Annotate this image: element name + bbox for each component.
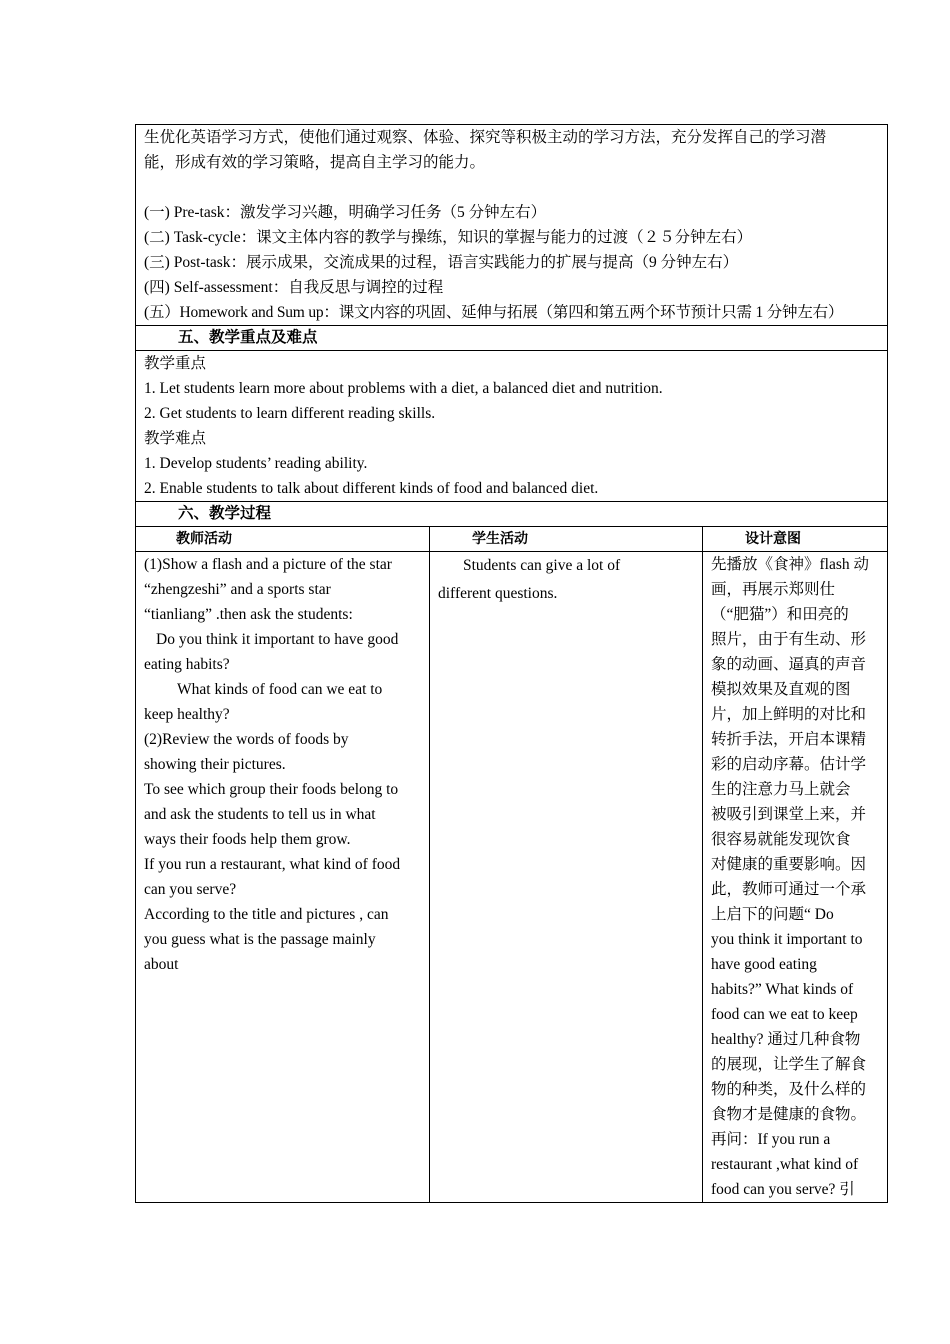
teacher-line: ways their foods help them grow. xyxy=(144,831,351,848)
design-line: healthy? 通过几种食物 xyxy=(711,1031,861,1048)
stage-task-cycle: (二) Task-cycle：课文主体内容的教学与操练，知识的掌握与能力的过渡（２５分钟左右） xyxy=(144,229,753,246)
design-line: 此，教师可通过一个承 xyxy=(711,881,867,898)
design-line: you think it important to xyxy=(711,931,863,948)
section-title: 五、教学重点及难点 xyxy=(136,326,888,351)
document-page xyxy=(135,124,887,1203)
design-line: food can you serve? 引 xyxy=(711,1181,855,1198)
student-line: different questions. xyxy=(438,585,558,602)
design-line: 很容易就能发现饮食 xyxy=(711,831,851,848)
teacher-line: If you run a restaurant, what kind of food xyxy=(144,856,401,873)
teacher-line: “zhengzeshi” and a sports star xyxy=(144,581,331,598)
teacher-line: can you serve? xyxy=(144,881,237,898)
teacher-line: What kinds of food can we eat to xyxy=(177,681,383,698)
teacher-line: about xyxy=(144,956,179,973)
student-activity-cell xyxy=(430,552,703,1203)
process-body-row xyxy=(136,552,888,1203)
design-line: 彩的启动序幕。估计学 xyxy=(711,756,867,773)
teacher-line: To see which group their foods belong to xyxy=(144,781,399,798)
process-header-row xyxy=(136,527,888,552)
lesson-plan-table xyxy=(135,124,888,1203)
teacher-line: showing their pictures. xyxy=(144,756,286,773)
header-design-intent: 设计意图 xyxy=(703,527,888,552)
teacher-line: Do you think it important to have good xyxy=(156,631,399,648)
design-line: 被吸引到课堂上来，并 xyxy=(711,806,867,823)
header-teacher-activity: 教师活动 xyxy=(136,527,430,552)
section5-body-row xyxy=(136,351,888,502)
teacher-line: you guess what is the passage mainly xyxy=(144,931,376,948)
design-line: 模拟效果及直观的图 xyxy=(711,681,851,698)
header-student-activity: 学生活动 xyxy=(430,527,703,552)
teacher-line: and ask the students to tell us in what xyxy=(144,806,376,823)
teacher-activity-cell xyxy=(136,552,430,1203)
section5-body xyxy=(136,351,888,502)
section5-title-row xyxy=(136,326,888,351)
design-line: 对健康的重要影响。因 xyxy=(711,856,867,873)
design-line: 生的注意力马上就会 xyxy=(711,781,851,798)
teacher-line: “tianliang” .then ask the students: xyxy=(144,606,353,623)
design-line: restaurant ,what kind of xyxy=(711,1156,859,1173)
focus-label: 教学重点 xyxy=(144,355,207,372)
design-line: 画，再展示郑则仕 xyxy=(711,581,836,598)
design-line: 物的种类，及什么样的 xyxy=(711,1081,867,1098)
section-title: 六、教学过程 xyxy=(136,502,888,527)
design-intent-cell xyxy=(703,552,888,1203)
design-line: 转折手法，开启本课精 xyxy=(711,731,867,748)
stage-pre-task: (一) Pre-task：激发学习兴趣，明确学习任务（5 分钟左右） xyxy=(144,204,547,221)
design-line: 再问：If you run a xyxy=(711,1131,831,1148)
design-line: have good eating xyxy=(711,956,817,973)
design-line: habits?” What kinds of xyxy=(711,981,854,998)
intro-row xyxy=(136,125,888,326)
design-line: 上启下的问题“ Do xyxy=(711,906,834,923)
focus-item: 1. Let students learn more about problems with a diet, a balanced diet and nutrition. xyxy=(144,380,663,397)
design-line: food can we eat to keep xyxy=(711,1006,858,1023)
design-line: 照片，由于有生动、形 xyxy=(711,631,867,648)
difficulty-item: 1. Develop students’ reading ability. xyxy=(144,455,368,472)
intro-line: 生优化英语学习方式，使他们通过观察、体验、探究等积极主动的学习方法，充分发挥自己的学习潜 xyxy=(144,129,827,146)
teacher-line: (2)Review the words of foods by xyxy=(144,731,349,748)
intro-cell xyxy=(136,125,888,326)
intro-line: 能，形成有效的学习策略，提高自主学习的能力。 xyxy=(144,154,486,171)
student-line: Students can give a lot of xyxy=(463,557,621,574)
stage-post-task: (三) Post-task：展示成果，交流成果的过程，语言实践能力的扩展与提高（9 分钟左右） xyxy=(144,254,739,271)
stage-homework: (五）Homework and Sum up：课文内容的巩固、延伸与拓展（第四和第五两个环节预计只需 1 分钟左右） xyxy=(144,304,844,321)
difficulty-label: 教学难点 xyxy=(144,430,207,447)
design-line: 象的动画、逼真的声音 xyxy=(711,656,867,673)
section6-title-row xyxy=(136,502,888,527)
focus-item: 2. Get students to learn different reading skills. xyxy=(144,405,436,422)
design-line: （“肥猫”）和田亮的 xyxy=(711,606,849,623)
teacher-line: (1)Show a flash and a picture of the star xyxy=(144,556,392,573)
design-line: 片，加上鲜明的对比和 xyxy=(711,706,867,723)
design-line: 食物才是健康的食物。 xyxy=(711,1106,867,1123)
design-line: 先播放《食神》flash 动 xyxy=(711,556,870,573)
teacher-line: keep healthy? xyxy=(144,706,230,723)
design-line: 的展现，让学生了解食 xyxy=(711,1056,867,1073)
stage-self-assessment: (四) Self-assessment：自我反思与调控的过程 xyxy=(144,279,444,296)
difficulty-item: 2. Enable students to talk about different kinds of food and balanced diet. xyxy=(144,480,599,497)
teacher-line: eating habits? xyxy=(144,656,230,673)
teacher-line: According to the title and pictures , can xyxy=(144,906,389,923)
